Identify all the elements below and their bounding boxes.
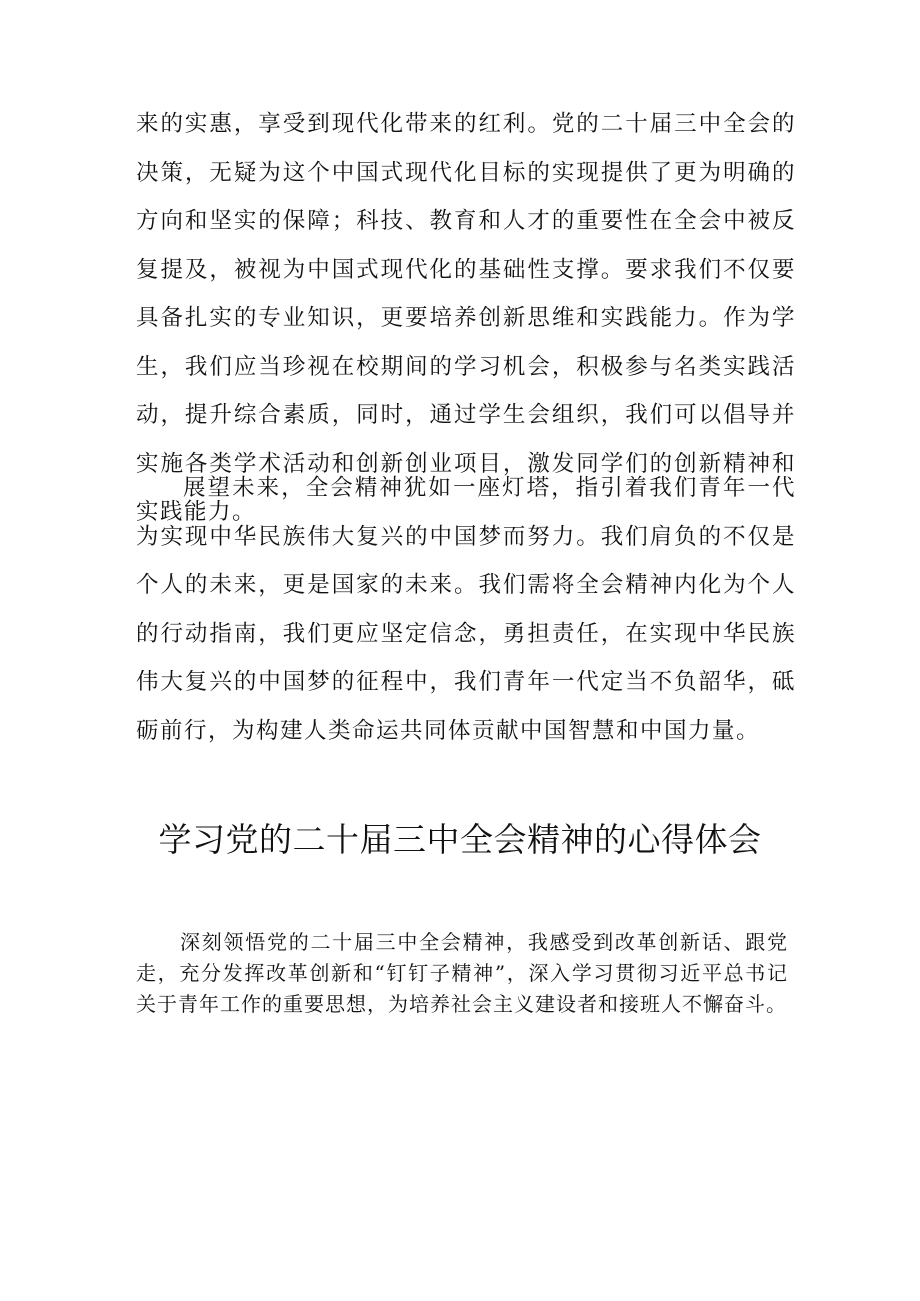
- body-paragraph-2: 展望未来，全会精神犹如一座灯塔，指引着我们青年一代为实现中华民族伟大复兴的中国梦而努力。我们肩负的不仅是个人的未来，更是国家的未来。我们需将全会精神内化为个人的行动指南，我们更应坚定信念，勇担责任，在实现中华民族伟大复兴的中国梦的征程中，我们青年一代定当不负韶华，砥砺前行，为构建人类命运共同体贡献中国智慧和中国力量。: [136, 475, 796, 744]
- section-title: 学习党的二十届三中全会精神的心得体会: [158, 820, 762, 859]
- body-paragraph-3: 深刻领悟党的二十届三中全会精神，我感受到改革创新话、跟党走，充分发挥改革创新和“钉钉子精神”，深入学习贯彻习近平总书记关于青年工作的重要思想，为培养社会主义建设者和接班人不懈奋斗。: [136, 930, 788, 1016]
- body-paragraph-1: 来的实惠，享受到现代化带来的红利。党的二十届三中全会的决策，无疑为这个中国式现代化目标的实现提供了更为明确的方向和坚实的保障；科技、教育和人才的重要性在全会中被反复提及，被视为中国式现代化的基础性支撑。要求我们不仅要具备扎实的专业知识，更要培养创新思维和实践能力。作为学生，我们应当珍视在校期间的学习机会，积极参与名类实践活动，提升综合素质，同时，通过学生会组织，我们可以倡导并实施各类学术活动和创新创业项目，激发同学们的创新精神和实践能力。: [136, 111, 796, 525]
